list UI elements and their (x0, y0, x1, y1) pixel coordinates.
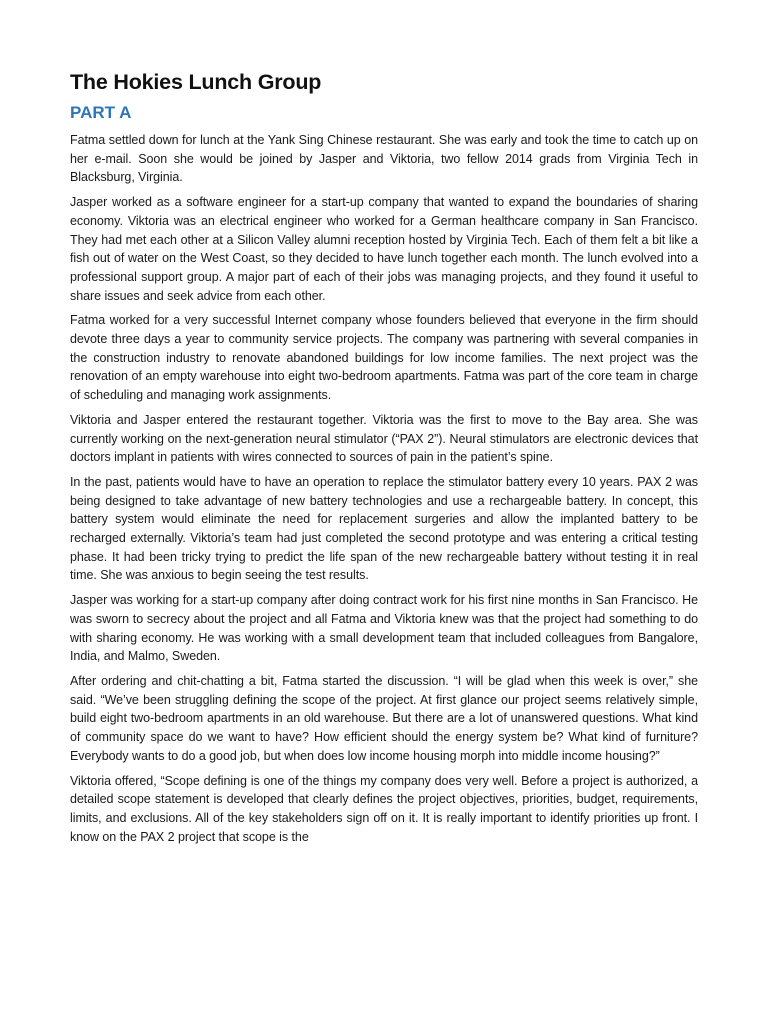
paragraph-1: Fatma settled down for lunch at the Yank Sing Chinese restaurant. She was early and took the time to catch up on her e-mail. Soon she would be joined by Jasper and Viktoria, two fellow 2014 grads from Virginia Tech in Blacksburg, Virginia. (70, 133, 698, 185)
paragraph-6: Jasper was working for a start-up company after doing contract work for his first nine months in San Francisco. He was sworn to secrecy about the project and all Fatma and Viktoria knew was that the project had something to do with sharing economy. He was working with a small development team that included colleagues from Bangalore, India, and Malmo, Sweden. (70, 593, 698, 664)
paragraph-8: Viktoria offered, “Scope defining is one of the things my company does very well. Before a project is authorized, a detailed scope statement is developed that clearly defines the project objectives, priorities, budget, requirements, limits, and exclusions. All of the key stakeholders sign off on it. It is really important to identify priorities up front. I know on the PAX 2 project that scope is the (70, 773, 698, 844)
paragraph-4: Viktoria and Jasper entered the restaurant together. Viktoria was the first to move to the Bay area. She was currently working on the next-generation neural stimulator (“PAX 2”). Neural stimulators are electronic devices that doctors implant in patients with wires connected to sources of pain in the patient’s spine. (70, 412, 698, 465)
paragraph-5: In the past, patients would have to have an operation to replace the stimulator battery every 10 years. PAX 2 was being designed to take advantage of new battery technologies and use a rechargeable battery. In concept, this battery system would eliminate the need for replacement surgeries and allow the implanted battery to be recharged externally. Viktoria’s team had just completed the second prototype and was entering a critical testing phase. It had been tricky trying to predict the life span of the new rechargeable battery without testing it in real time. She was anxious to begin seeing the test results. (70, 474, 698, 583)
section-heading: PART A (70, 103, 132, 122)
paragraph-3: Fatma worked for a very successful Internet company whose founders believed that everyone in the firm should devote three days a year to community service projects. The company was partnering with several companies in the construction industry to renovate abandoned buildings for low income families. The next project was the renovation of an empty warehouse into eight two-bedroom apartments. Fatma was part of the core team in charge of scheduling and managing work assignments. (70, 313, 698, 403)
paragraph-7: After ordering and chit-chatting a bit, Fatma started the discussion. “I will be glad when this week is over,” she said. “We’ve been struggling defining the scope of the project. At first glance our project seems relatively simple, build eight two-bedroom apartments in an old warehouse. But there are a lot of unanswered questions. What kind of community space do we want to have? How efficient should the energy system be? What kind of furniture? Everybody wants to do a good job, but when does low income housing morph into middle income housing?” (70, 673, 698, 763)
document-title: The Hokies Lunch Group (70, 70, 322, 94)
document-page (70, 0, 698, 1024)
paragraph-2: Jasper worked as a software engineer for a start-up company that wanted to expand the boundaries of sharing economy. Viktoria was an electrical engineer who worked for a German healthcare company in San Francisco. They had met each other at a Silicon Valley alumni reception hosted by Virginia Tech. Each of them felt a bit like a fish out of water on the West Coast, so they decided to have lunch together each month. The lunch evolved into a professional support group. A major part of each of their jobs was managing projects, and they found it useful to share issues and seek advice from each other. (70, 195, 698, 303)
